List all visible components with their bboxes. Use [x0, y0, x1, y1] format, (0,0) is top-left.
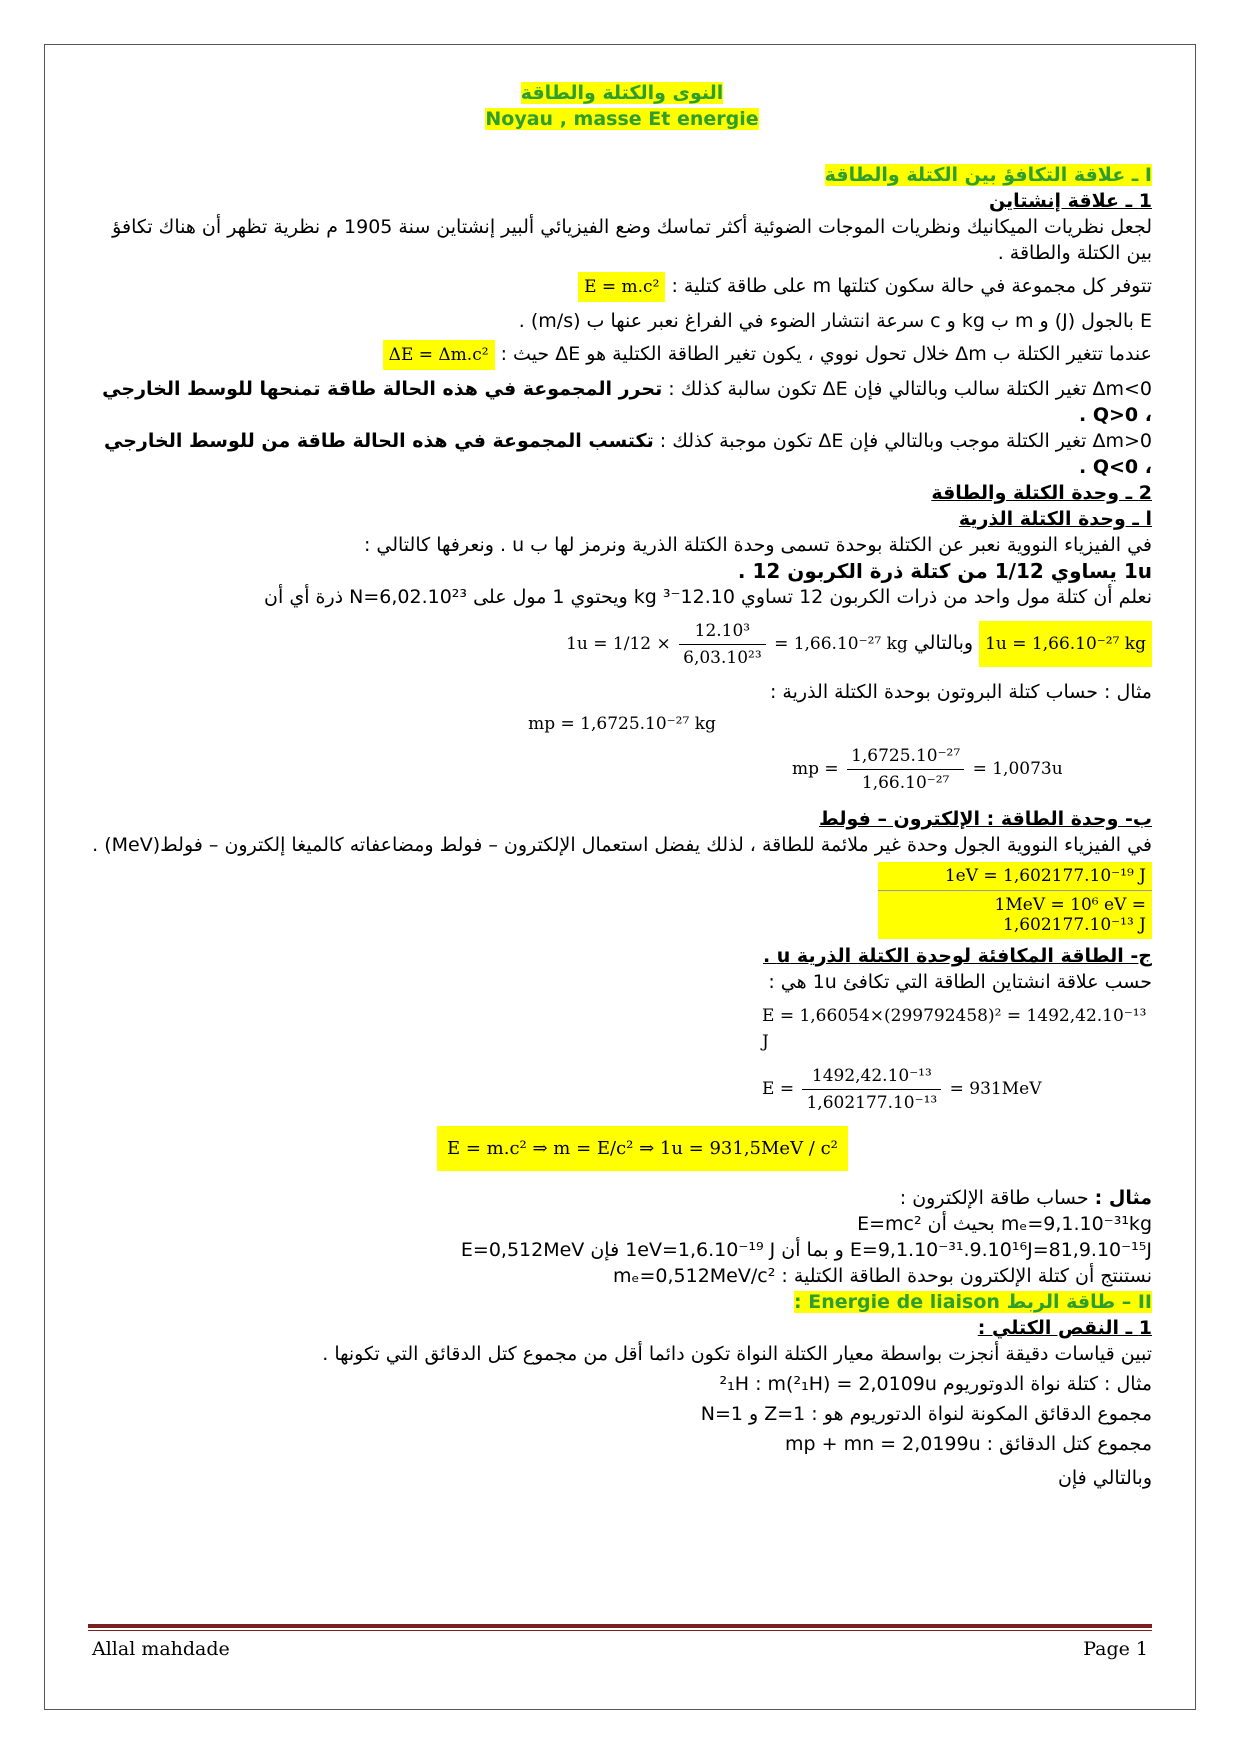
footer-rule-thin [88, 1630, 1152, 1631]
paragraph-mol: نعلم أن كتلة مول واحد من ذرات الكربون 12 تساوي 12.10⁻³ kg ويحتوي 1 مول على N=6,02.10²³ ذرة أي أن [264, 586, 1152, 608]
equation-u-fraction: 1u = 1/12 × $\frac{\text{12.10³}}{\text{6,03.10²³}}$ = 1,66.10⁻²⁷ kg [566, 618, 908, 671]
section-1-title: I ـ علاقة التكافؤ بين الكتلة والطاقة [824, 164, 1152, 186]
footer-author: Allal mahdade [92, 1638, 230, 1660]
footer-rule-thick [88, 1624, 1152, 1628]
paragraph-1u-energy: حسب علاقة انشتاين الطاقة التي تكافئ 1u هي : [768, 971, 1152, 993]
paragraph-positive-dm: Δm>0 تغير الكتلة موجب وبالتالي فإن ΔE تكون موجبة كذلك : تكتسب المجموعة في هذه الحالة طاقة من للوسط الخارجي ، Q<0 . [104, 430, 1152, 478]
paragraph-amu-rule: 1u يساوي 1/12 من كتلة ذرة الكربون 12 . [737, 559, 1152, 583]
equation-e2: E = $\frac{\text{1492,42.10⁻¹³}}{\text{1,602177.10⁻¹³}}$ = 931MeV [92, 1063, 1152, 1116]
example-electron-title: مثال : حساب طاقة الإلكترون : [899, 1187, 1152, 1209]
paragraph-therefore: وبالتالي فإن [1057, 1467, 1152, 1489]
example-deuterium: مثال : كتلة نواة الدوتوريوم ²₁H : m(²₁H) = 2,0109u [719, 1373, 1152, 1395]
equation-delta-e: ΔE = Δm.c² [383, 340, 495, 370]
equation-emc2: E = m.c² [578, 272, 665, 302]
title-french: Noyau , masse Et energie [485, 108, 759, 130]
example-proton: مثال : حساب كتلة البروتون بوحدة الكتلة الذرية : [769, 681, 1152, 703]
paragraph-einstein: لجعل نظريات الميكانيك ونظريات الموجات الضوئية أكثر تماسك وضع الفيزيائي ألبير إنشتاين سنة 1905 م نظرية تظهر أن هناك تكافؤ بين الكتلة والطاقة . [112, 216, 1152, 264]
equation-ev: 1eV = 1,602177.10⁻¹⁹ J [878, 862, 1152, 891]
section-2-1-title: 1 ـ النقص الكتلي : [977, 1317, 1152, 1339]
example-electron-line3: نستنتج أن كتلة الإلكترون بوحدة الطاقة الكتلية : mₑ=0,512MeV/c² [613, 1265, 1152, 1287]
example-electron-line1: mₑ=9,1.10⁻³¹kg بحيث أن E=mc² [857, 1213, 1152, 1235]
paragraph-units: E بالجول (J) و m ب kg و c سرعة انتشار الضوء في الفراغ نعبر عنها ب (m/s) . [518, 310, 1152, 332]
equation-ev-block [92, 862, 1152, 939]
subsection-b-title: ب- وحدة الطاقة : الإلكترون – فولط [819, 808, 1152, 830]
paragraph-negative-dm: Δm<0 تغير الكتلة سالب وبالتالي فإن ΔE تكون سالبة كذلك : تحرر المجموعة في هذه الحالة طاقة تمنحها للوسط الخارجي ، Q>0 . [102, 378, 1152, 426]
equation-mev: 1MeV = 10⁶ eV = 1,602177.10⁻¹³ J [878, 891, 1152, 939]
equation-e3-row [92, 1126, 1152, 1171]
paragraph-ev: في الفيزياء النووية الجول وحدة غير ملائمة للطاقة ، لذلك يفضل استعمال الإلكترون – فولط ومضاعفاته كالميغا إلكترون – فولط(MeV) . [92, 834, 1152, 856]
equation-row-u [92, 618, 1152, 671]
subsection-a-title: ا ـ وحدة الكتلة الذرية [958, 508, 1152, 530]
paragraph-amu-def: في الفيزياء النووية نعبر عن الكتلة بوحدة تسمى وحدة الكتلة الذرية ونرمز لها ب u . ونعرفها كالتالي : [363, 534, 1152, 556]
paragraph-particles: مجموع الدقائق المكونة لنواة الدتوريوم هو : Z=1 و N=1 [700, 1403, 1152, 1425]
document-body [92, 80, 1152, 1491]
section-1-1-title: 1 ـ علاقة إنشتاين [988, 190, 1152, 212]
section-1-2-title: 2 ـ وحدة الكتلة والطاقة [931, 482, 1152, 504]
equation-u-box: 1u = 1,66.10⁻²⁷ kg [979, 621, 1152, 667]
section-2-title: II – طاقة الربط Energie de liaison : [794, 1291, 1152, 1313]
subsection-c-title: ج- الطاقة المكافئة لوحدة الكتلة الذرية u . [762, 945, 1152, 967]
equation-mp2: mp = $\frac{\text{1,6725.10⁻²⁷}}{\text{1,66.10⁻²⁷}}$ = 1,0073u [92, 743, 1152, 796]
label-therefore: وبالتالي [913, 632, 974, 654]
paragraph-mass-energy: تتوفر كل مجموعة في حالة سكون كتلتها m على طاقة كتلية : E = m.c² [92, 272, 1152, 302]
paragraph-mass-defect: تبين قياسات دقيقة أنجزت بواسطة معيار الكتلة النواة تكون دائما أقل من مجموع كتل الدقائق التي تكونها . [322, 1343, 1152, 1365]
equation-e3: E = m.c² ⇒ m = E/c² ⇒ 1u = 931,5MeV / c² [437, 1126, 848, 1171]
footer-page-number: Page 1 [1083, 1638, 1148, 1660]
equation-mp1: mp = 1,6725.10⁻²⁷ kg [528, 714, 716, 734]
example-electron-line2: E=9,1.10⁻³¹.9.10¹⁶J=81,9.10⁻¹⁵J و بما أن 1eV=1,6.10⁻¹⁹ J فإن E=0,512MeV [460, 1239, 1152, 1261]
paragraph-delta: عندما تتغير الكتلة ب Δm خلال تحول نووي ، يكون تغير الطاقة الكتلية هو ΔE حيث : ΔE = Δm.c² [92, 340, 1152, 370]
paragraph-particles-mass: مجموع كتل الدقائق : mp + mn = 2,0199u [785, 1433, 1152, 1455]
title-arabic: النوى والكتلة والطاقة [520, 82, 724, 104]
equation-e1: E = 1,66054×(299792458)² = 1492,42.10⁻¹³ J [762, 1006, 1147, 1052]
